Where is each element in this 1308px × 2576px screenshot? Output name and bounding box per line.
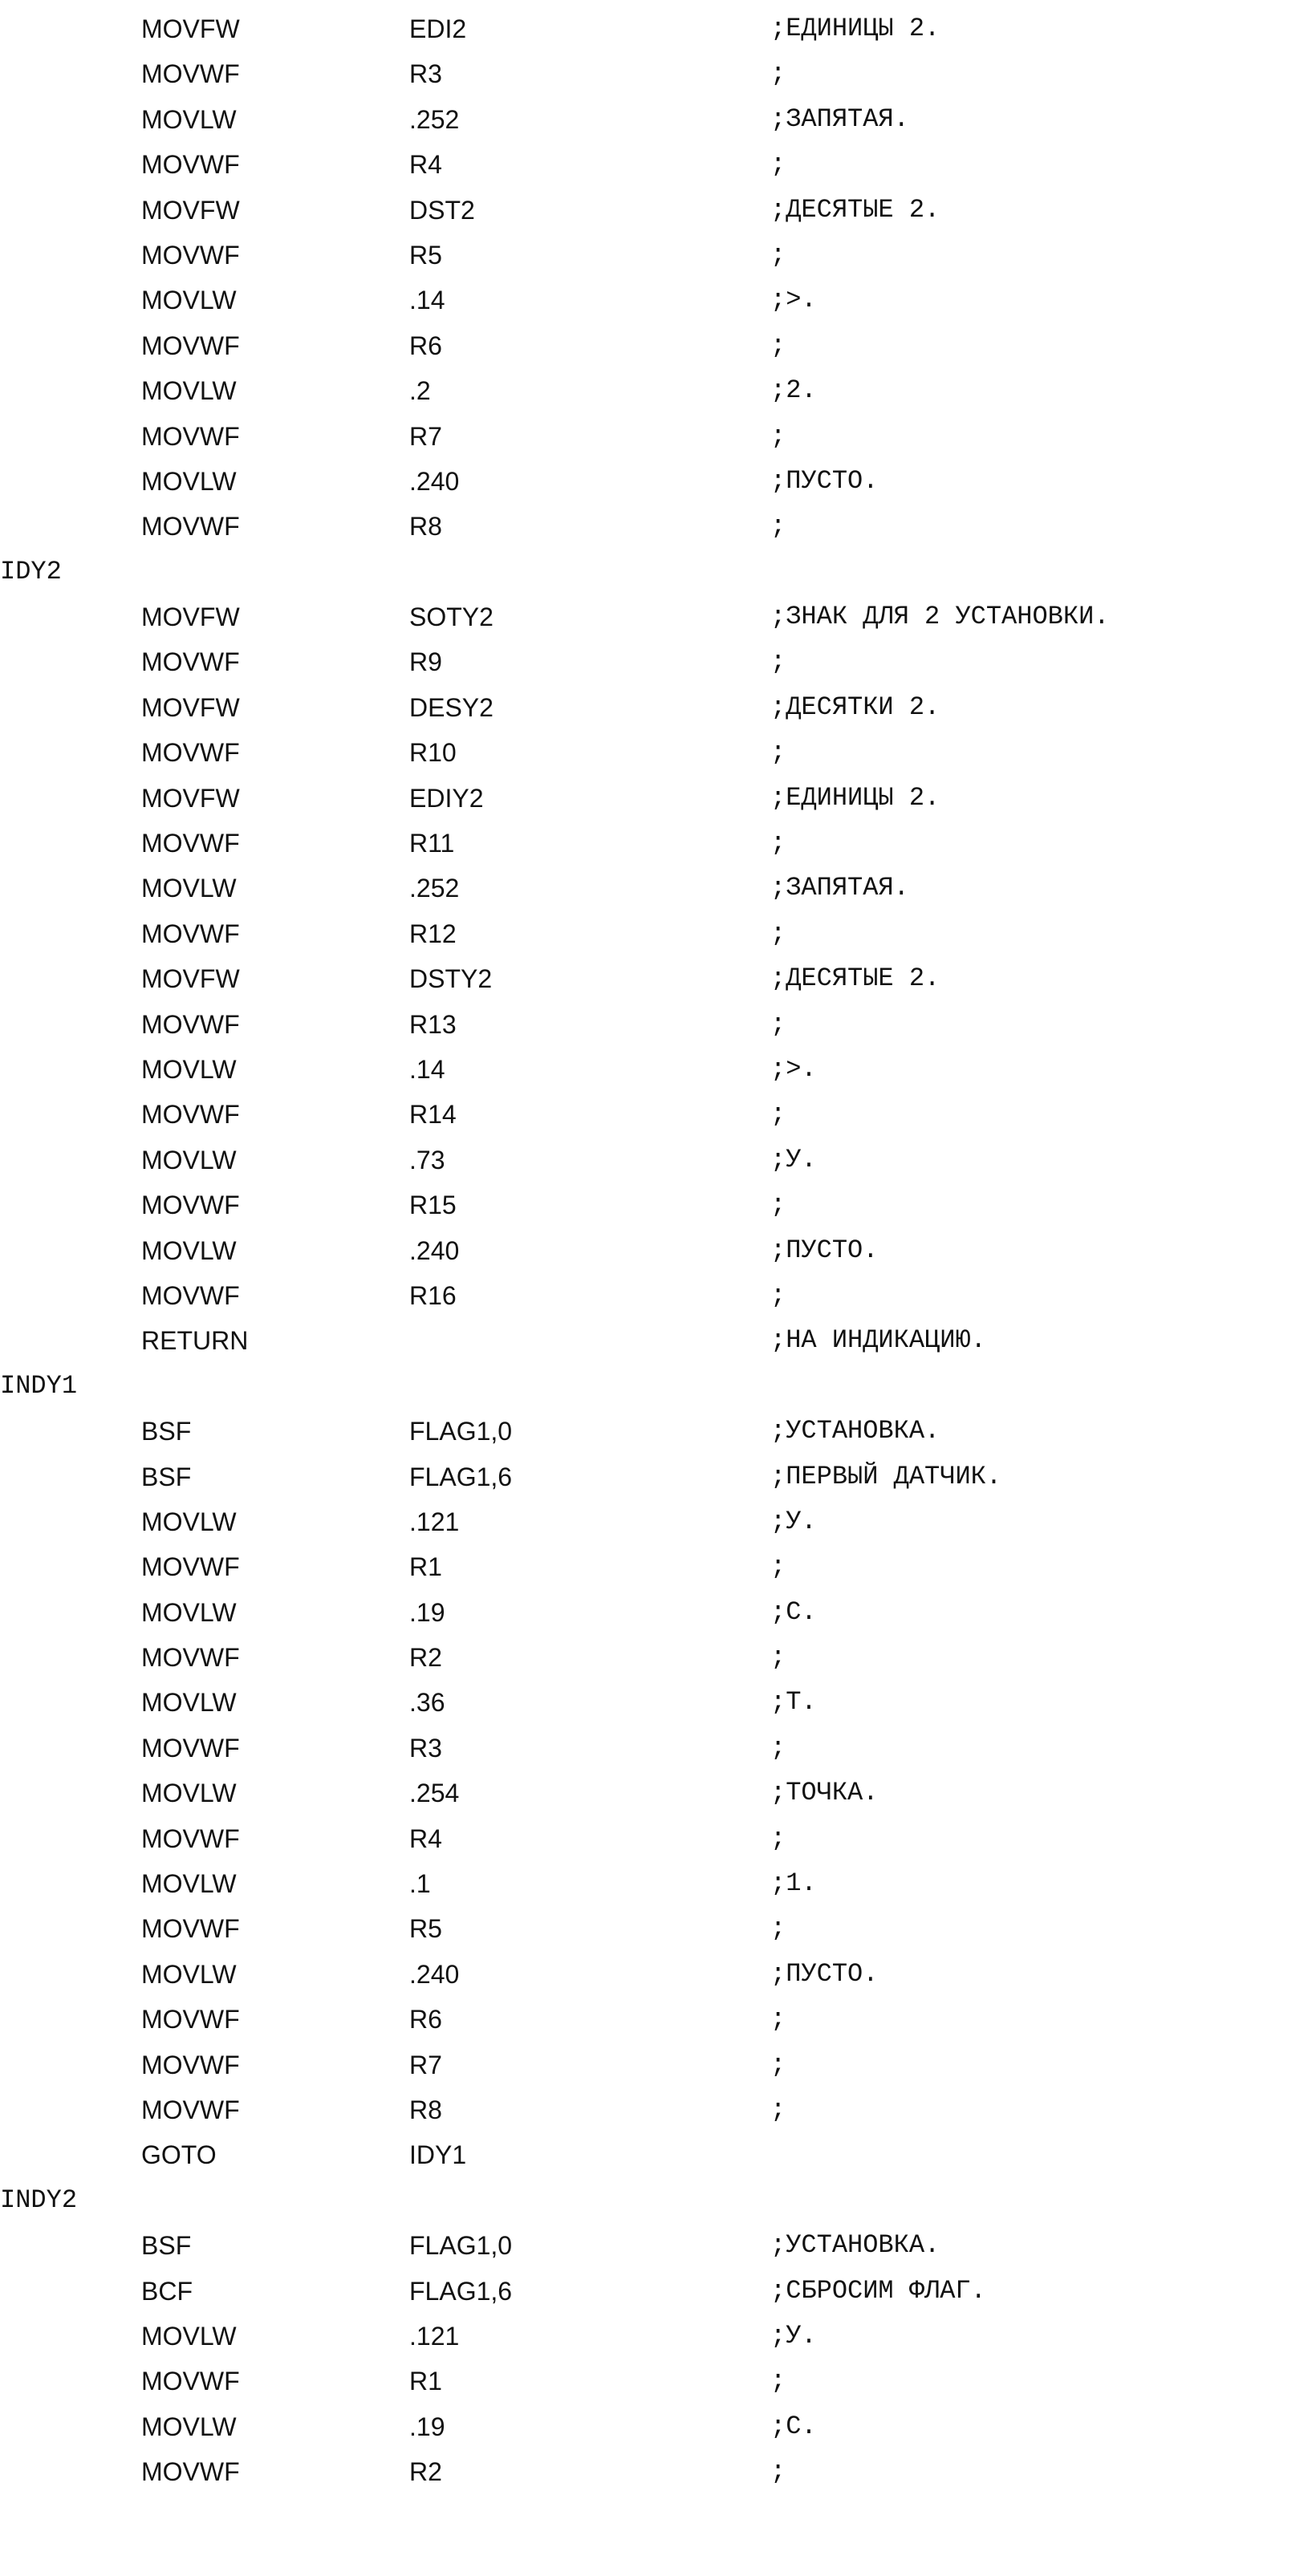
instruction-mnemonic: MOVWF bbox=[141, 2095, 240, 2124]
instruction-mnemonic: MOVWF bbox=[141, 512, 240, 542]
code-comment: ;СБРОСИМ ФЛАГ. bbox=[770, 2275, 986, 2306]
code-comment: ;ПУСТО. bbox=[770, 1235, 879, 1265]
code-line bbox=[0, 2451, 1308, 2496]
code-comment: ; bbox=[770, 239, 786, 270]
code-comment: ; bbox=[770, 1823, 786, 1853]
instruction-mnemonic: MOVLW bbox=[141, 2412, 237, 2441]
code-line bbox=[0, 1004, 1308, 1049]
code-comment: ;НА ИНДИКАЦИЮ. bbox=[770, 1325, 986, 1356]
instruction-mnemonic: MOVWF bbox=[141, 150, 240, 180]
instruction-mnemonic: MOVLW bbox=[141, 1597, 237, 1627]
instruction-mnemonic: MOVFW bbox=[141, 195, 240, 225]
instruction-mnemonic: MOVFW bbox=[141, 964, 240, 994]
instruction-operand: R4 bbox=[409, 150, 442, 180]
code-line bbox=[0, 2406, 1308, 2451]
code-comment: ; bbox=[770, 1642, 786, 1673]
code-line bbox=[0, 1501, 1308, 1546]
instruction-operand: .19 bbox=[409, 1597, 445, 1627]
code-line bbox=[0, 189, 1308, 234]
instruction-mnemonic: MOVLW bbox=[141, 1507, 237, 1536]
instruction-mnemonic: MOVWF bbox=[141, 1733, 240, 1763]
code-comment: ;ЗНАК ДЛЯ 2 УСТАНОВКИ. bbox=[770, 602, 1110, 632]
instruction-operand: .121 bbox=[409, 1507, 460, 1536]
code-comment: ;Т. bbox=[770, 1687, 817, 1718]
instruction-operand: R9 bbox=[409, 647, 442, 677]
code-line bbox=[0, 53, 1308, 98]
code-line bbox=[0, 505, 1308, 550]
instruction-operand: FLAG1,0 bbox=[409, 1417, 513, 1446]
code-comment: ; bbox=[770, 1190, 786, 1220]
code-comment: ;ЕДИНИЦЫ 2. bbox=[770, 782, 940, 813]
code-line bbox=[0, 732, 1308, 777]
instruction-operand: DST2 bbox=[409, 195, 475, 225]
instruction-operand: EDI2 bbox=[409, 14, 467, 43]
instruction-operand: .252 bbox=[409, 874, 460, 903]
code-comment: ;У. bbox=[770, 1144, 817, 1174]
code-comment: ;ЕДИНИЦЫ 2. bbox=[770, 14, 940, 43]
instruction-operand: .252 bbox=[409, 104, 460, 134]
instruction-operand: IDY1 bbox=[409, 2140, 467, 2170]
code-line bbox=[0, 958, 1308, 1003]
code-line bbox=[0, 867, 1308, 912]
instruction-mnemonic: MOVWF bbox=[141, 919, 240, 948]
instruction-operand: FLAG1,6 bbox=[409, 1462, 513, 1491]
instruction-operand: DSTY2 bbox=[409, 964, 493, 994]
instruction-mnemonic: MOVWF bbox=[141, 59, 240, 89]
code-line bbox=[0, 1320, 1308, 1365]
instruction-operand: FLAG1,0 bbox=[409, 2231, 513, 2261]
instruction-operand: .254 bbox=[409, 1779, 460, 1808]
code-label: INDY2 bbox=[0, 2185, 78, 2215]
code-line bbox=[0, 1456, 1308, 1501]
code-line bbox=[0, 325, 1308, 370]
instruction-mnemonic: MOVFW bbox=[141, 783, 240, 813]
code-comment: ; bbox=[770, 420, 786, 451]
instruction-operand: SOTY2 bbox=[409, 602, 494, 632]
instruction-mnemonic: MOVLW bbox=[141, 1779, 237, 1808]
code-comment: ; bbox=[770, 1099, 786, 1130]
instruction-mnemonic: BSF bbox=[141, 1417, 192, 1446]
code-comment: ; bbox=[770, 2456, 786, 2487]
instruction-mnemonic: MOVLW bbox=[141, 1054, 237, 1084]
code-line bbox=[0, 596, 1308, 641]
code-line bbox=[0, 687, 1308, 732]
code-line bbox=[0, 1230, 1308, 1275]
instruction-mnemonic: MOVWF bbox=[141, 1823, 240, 1853]
code-comment: ; bbox=[770, 2366, 786, 2396]
code-line bbox=[0, 2044, 1308, 2089]
code-comment: ;>. bbox=[770, 285, 817, 315]
instruction-mnemonic: MOVWF bbox=[141, 738, 240, 768]
instruction-mnemonic: MOVWF bbox=[141, 421, 240, 451]
code-comment: ; bbox=[770, 511, 786, 542]
code-line bbox=[0, 1681, 1308, 1726]
instruction-mnemonic: MOVLW bbox=[141, 874, 237, 903]
code-comment: ;ЗАПЯТАЯ. bbox=[770, 873, 909, 903]
code-line bbox=[0, 2270, 1308, 2315]
instruction-mnemonic: MOVLW bbox=[141, 286, 237, 315]
code-line bbox=[0, 913, 1308, 958]
instruction-operand: R2 bbox=[409, 2457, 442, 2487]
code-line bbox=[0, 279, 1308, 324]
code-line bbox=[0, 8, 1308, 53]
code-comment: ;У. bbox=[770, 1506, 817, 1536]
code-comment: ;УСТАНОВКА. bbox=[770, 1416, 940, 1446]
code-comment: ; bbox=[770, 828, 786, 858]
code-line bbox=[0, 1727, 1308, 1772]
code-line bbox=[0, 822, 1308, 867]
code-line bbox=[0, 641, 1308, 686]
instruction-mnemonic: MOVWF bbox=[141, 331, 240, 360]
code-line bbox=[0, 1863, 1308, 1908]
instruction-operand: R4 bbox=[409, 1823, 442, 1853]
code-line bbox=[0, 1410, 1308, 1455]
instruction-operand: R16 bbox=[409, 1280, 457, 1310]
code-line bbox=[0, 234, 1308, 279]
instruction-operand: .14 bbox=[409, 286, 445, 315]
instruction-operand: R8 bbox=[409, 512, 442, 542]
code-comment: ;ДЕСЯТЫЕ 2. bbox=[770, 194, 940, 225]
instruction-operand: R12 bbox=[409, 919, 457, 948]
code-comment: ;ПУСТО. bbox=[770, 1958, 879, 1989]
instruction-operand: R3 bbox=[409, 59, 442, 89]
code-comment: ;С. bbox=[770, 2411, 817, 2441]
label-line bbox=[0, 1365, 1308, 1410]
instruction-operand: R1 bbox=[409, 1552, 442, 1582]
instruction-mnemonic: MOVWF bbox=[141, 240, 240, 270]
code-comment: ; bbox=[770, 2004, 786, 2034]
code-comment: ;2. bbox=[770, 375, 817, 406]
code-comment: ; bbox=[770, 1280, 786, 1310]
instruction-mnemonic: RETURN bbox=[141, 1326, 249, 1356]
code-comment: ; bbox=[770, 149, 786, 180]
code-line bbox=[0, 1908, 1308, 1953]
instruction-operand: .73 bbox=[409, 1145, 445, 1174]
code-comment: ; bbox=[770, 2094, 786, 2124]
code-line bbox=[0, 1049, 1308, 1093]
label-line bbox=[0, 551, 1308, 596]
code-line bbox=[0, 1546, 1308, 1591]
code-comment: ;ПУСТО. bbox=[770, 465, 879, 496]
instruction-operand: R11 bbox=[409, 829, 455, 858]
code-comment: ;У. bbox=[770, 2320, 817, 2351]
instruction-mnemonic: MOVWF bbox=[141, 1914, 240, 1944]
instruction-mnemonic: BSF bbox=[141, 1462, 192, 1491]
code-line bbox=[0, 2134, 1308, 2179]
code-comment: ; bbox=[770, 1552, 786, 1582]
instruction-mnemonic: MOVWF bbox=[141, 1643, 240, 1673]
instruction-operand: R3 bbox=[409, 1733, 442, 1763]
instruction-mnemonic: MOVWF bbox=[141, 2457, 240, 2487]
instruction-operand: .121 bbox=[409, 2321, 460, 2351]
instruction-mnemonic: MOVWF bbox=[141, 1191, 240, 1220]
instruction-mnemonic: MOVWF bbox=[141, 2367, 240, 2396]
instruction-operand: R2 bbox=[409, 1643, 442, 1673]
code-label: INDY1 bbox=[0, 1370, 78, 1401]
code-comment: ;ТОЧКА. bbox=[770, 1778, 879, 1808]
instruction-operand: R1 bbox=[409, 2367, 442, 2396]
code-comment: ; bbox=[770, 1008, 786, 1039]
code-line bbox=[0, 2360, 1308, 2405]
instruction-operand: R13 bbox=[409, 1009, 457, 1039]
instruction-mnemonic: MOVLW bbox=[141, 1959, 237, 1989]
code-line bbox=[0, 1998, 1308, 2043]
instruction-mnemonic: MOVLW bbox=[141, 2321, 237, 2351]
instruction-mnemonic: MOVWF bbox=[141, 829, 240, 858]
instruction-operand: R5 bbox=[409, 1914, 442, 1944]
instruction-mnemonic: MOVLW bbox=[141, 466, 237, 496]
code-line bbox=[0, 144, 1308, 189]
code-comment: ;ПЕРВЫЙ ДАТЧИК. bbox=[770, 1461, 1002, 1491]
code-line bbox=[0, 2225, 1308, 2270]
code-line bbox=[0, 1592, 1308, 1637]
instruction-mnemonic: MOVWF bbox=[141, 1009, 240, 1039]
instruction-mnemonic: GOTO bbox=[141, 2140, 217, 2170]
instruction-mnemonic: MOVWF bbox=[141, 1100, 240, 1130]
instruction-operand: EDIY2 bbox=[409, 783, 484, 813]
code-line bbox=[0, 2315, 1308, 2360]
code-comment: ; bbox=[770, 1913, 786, 1944]
instruction-operand: .2 bbox=[409, 376, 431, 406]
code-comment: ;ЗАПЯТАЯ. bbox=[770, 103, 909, 134]
code-line bbox=[0, 777, 1308, 822]
instruction-operand: R5 bbox=[409, 240, 442, 270]
instruction-operand: R14 bbox=[409, 1100, 457, 1130]
instruction-mnemonic: MOVLW bbox=[141, 104, 237, 134]
code-label: IDY2 bbox=[0, 556, 62, 586]
code-line bbox=[0, 1818, 1308, 1863]
instruction-mnemonic: MOVWF bbox=[141, 2005, 240, 2034]
code-comment: ;УСТАНОВКА. bbox=[770, 2230, 940, 2261]
code-comment: ;С. bbox=[770, 1596, 817, 1627]
code-comment: ; bbox=[770, 737, 786, 768]
instruction-operand: FLAG1,6 bbox=[409, 2276, 513, 2306]
code-comment: ; bbox=[770, 1732, 786, 1763]
instruction-mnemonic: MOVWF bbox=[141, 647, 240, 677]
instruction-mnemonic: MOVWF bbox=[141, 2050, 240, 2079]
instruction-operand: R7 bbox=[409, 421, 442, 451]
instruction-operand: R6 bbox=[409, 2005, 442, 2034]
code-comment: ;>. bbox=[770, 1053, 817, 1084]
code-listing bbox=[0, 8, 1308, 2496]
instruction-mnemonic: MOVWF bbox=[141, 1552, 240, 1582]
label-line bbox=[0, 2180, 1308, 2225]
instruction-operand: .240 bbox=[409, 1959, 460, 1989]
instruction-operand: R8 bbox=[409, 2095, 442, 2124]
instruction-operand: DESY2 bbox=[409, 692, 494, 722]
code-comment: ; bbox=[770, 59, 786, 89]
code-line bbox=[0, 1772, 1308, 1817]
code-line bbox=[0, 1139, 1308, 1184]
instruction-operand: R6 bbox=[409, 331, 442, 360]
code-line bbox=[0, 1275, 1308, 1320]
instruction-operand: R15 bbox=[409, 1191, 457, 1220]
instruction-operand: .240 bbox=[409, 1235, 460, 1265]
code-comment: ; bbox=[770, 918, 786, 948]
code-comment: ;ДЕСЯТЫЕ 2. bbox=[770, 963, 940, 994]
instruction-mnemonic: MOVFW bbox=[141, 692, 240, 722]
code-line bbox=[0, 416, 1308, 460]
code-comment: ; bbox=[770, 2049, 786, 2079]
instruction-mnemonic: BSF bbox=[141, 2231, 192, 2261]
instruction-operand: R7 bbox=[409, 2050, 442, 2079]
code-line bbox=[0, 1184, 1308, 1229]
instruction-mnemonic: MOVWF bbox=[141, 1280, 240, 1310]
instruction-mnemonic: MOVLW bbox=[141, 1869, 237, 1899]
code-comment: ; bbox=[770, 647, 786, 677]
code-comment: ;1. bbox=[770, 1868, 817, 1899]
instruction-operand: R10 bbox=[409, 738, 457, 768]
code-line bbox=[0, 1093, 1308, 1138]
instruction-operand: .14 bbox=[409, 1054, 445, 1084]
instruction-operand: .19 bbox=[409, 2412, 445, 2441]
instruction-mnemonic: MOVLW bbox=[141, 1235, 237, 1265]
instruction-mnemonic: BCF bbox=[141, 2276, 193, 2306]
code-comment: ;ДЕСЯТКИ 2. bbox=[770, 692, 940, 722]
code-line bbox=[0, 99, 1308, 144]
instruction-operand: .240 bbox=[409, 466, 460, 496]
instruction-operand: .1 bbox=[409, 1869, 431, 1899]
instruction-mnemonic: MOVLW bbox=[141, 376, 237, 406]
instruction-mnemonic: MOVLW bbox=[141, 1145, 237, 1174]
instruction-mnemonic: MOVLW bbox=[141, 1688, 237, 1718]
instruction-mnemonic: MOVFW bbox=[141, 14, 240, 43]
code-comment: ; bbox=[770, 330, 786, 360]
code-line bbox=[0, 1637, 1308, 1681]
instruction-operand: .36 bbox=[409, 1688, 445, 1718]
code-line bbox=[0, 1953, 1308, 1998]
code-line bbox=[0, 460, 1308, 505]
instruction-mnemonic: MOVFW bbox=[141, 602, 240, 632]
code-line bbox=[0, 370, 1308, 415]
code-line bbox=[0, 2089, 1308, 2134]
